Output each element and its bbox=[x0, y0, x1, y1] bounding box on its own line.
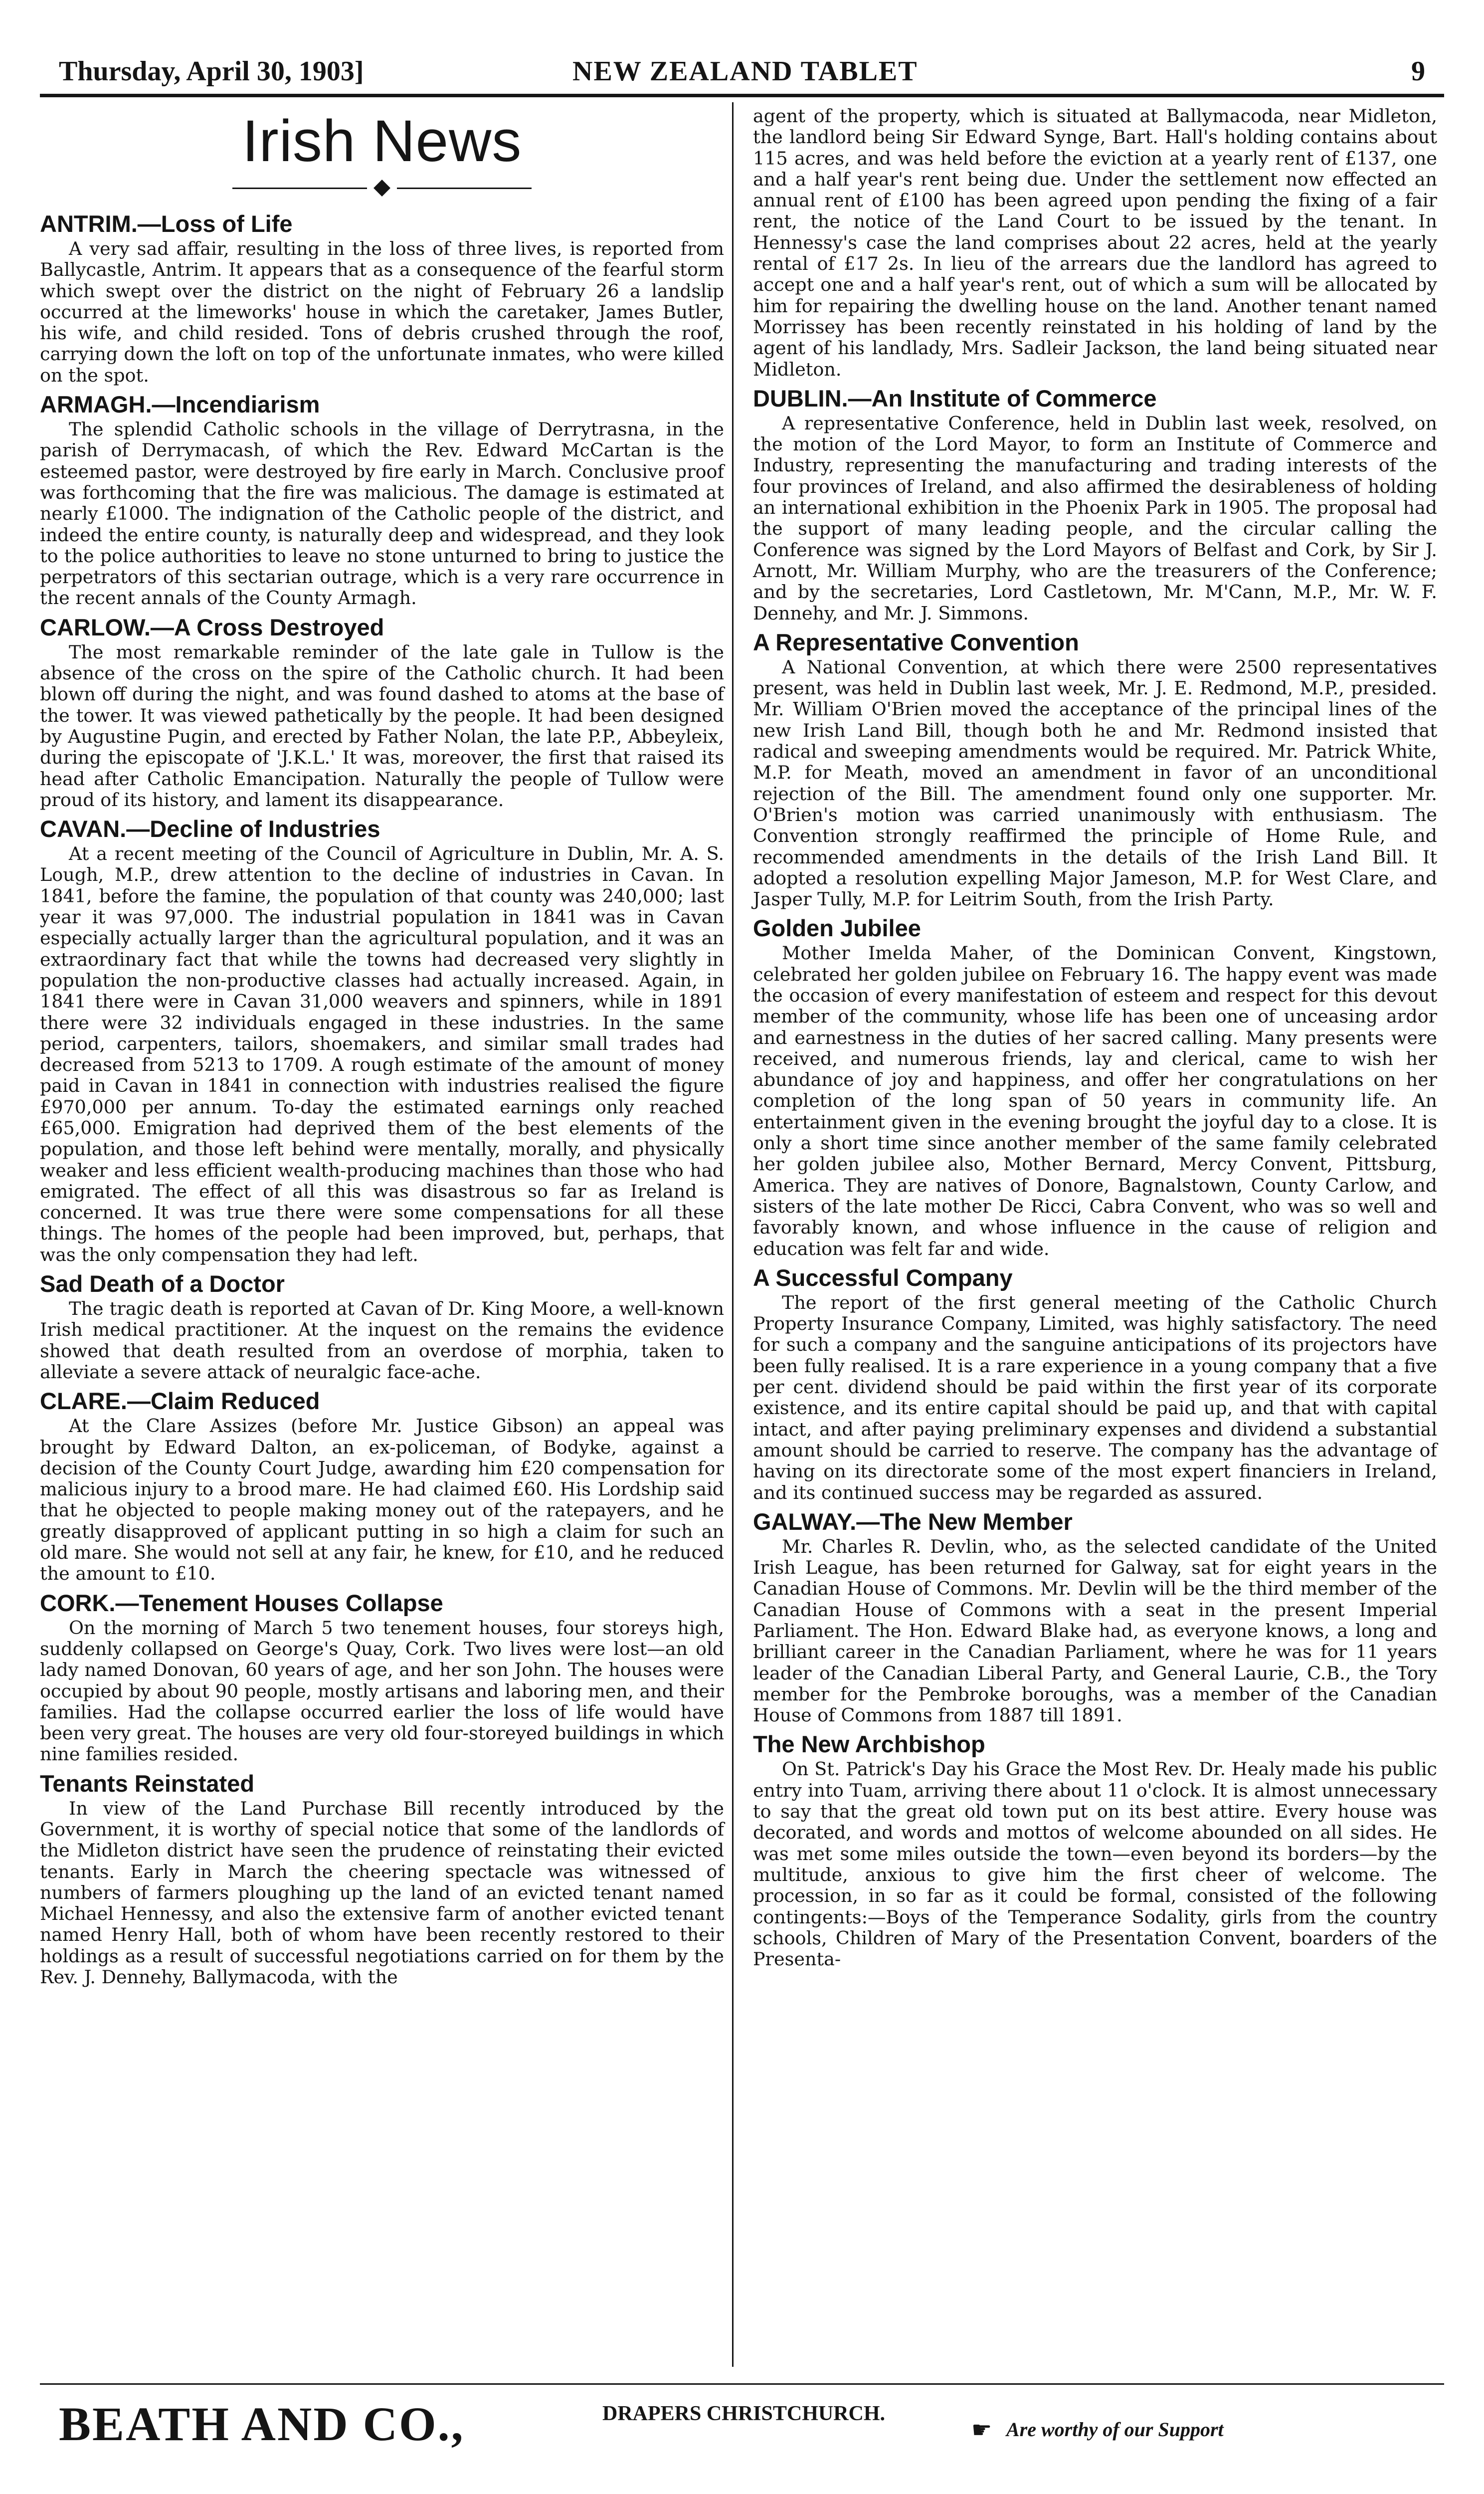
advertiser-location: DRAPERS CHRISTCHURCH. bbox=[602, 2402, 886, 2425]
issue-date: Thursday, April 30, 1903] bbox=[59, 56, 364, 87]
title-ornament bbox=[232, 181, 532, 196]
article-sad-death bbox=[40, 1270, 724, 1383]
advertiser-name: BEATH AND CO., bbox=[59, 2397, 465, 2451]
article-successful-company bbox=[753, 1264, 1437, 1503]
article-heading: DUBLIN.—An Institute of Commerce bbox=[753, 385, 1157, 412]
article-heading: CAVAN.—Decline of Industries bbox=[40, 816, 380, 842]
article-heading: A Representative Convention bbox=[753, 628, 1079, 655]
article-body: A National Convention, at which there were 2500 representatives present, was held in Dublin last week, Mr. J. E. Redmond, M.P., presided. Mr. William O'Brien moved the acceptance of the principal lines of the new Irish Land Bill, though both he and Mr. Redmond insisted that radical and sweeping amendments would be required. Mr. Patrick White, M.P. for Meath, moved an amendment in favor of an unconditional rejection of the Bill. The amendment found only one supporter. Mr. O'Brien's motion was carried unanimously with enthusiasm. The Convention strongly reaffirmed the principle of Home Rule, and recommended amendments in the details of the Irish Land Bill. It adopted a resolution expelling Major Jameson, M.P. for West Clare, and Jasper Tully, M.P. for Leitrim South, from the Irish Party. bbox=[753, 656, 1437, 910]
article-heading: Golden Jubilee bbox=[753, 915, 921, 942]
article-heading: CORK.—Tenement Houses Collapse bbox=[40, 1589, 443, 1616]
article-new-archbishop bbox=[753, 1731, 1437, 1970]
right-column bbox=[753, 106, 1437, 1973]
article-body: The splendid Catholic schools in the village of Derrytrasna, in the parish of Derrymacash, of which the Rev. Edward McCartan is the esteemed pastor, were destroyed by fire early in March. Conclusive proof was forthcoming that the fire was malicious. The damage is estimated at nearly £1000. The indignation of the Catholic people of the district, and indeed the entire county, is naturally deep and widespread, and they look to the police authorities to leave no stone unturned to bring to justice the perpetrators of this sectarian outrage, which is a very rare occurrence in the recent annals of the County Armagh. bbox=[40, 418, 724, 609]
article-clare bbox=[40, 1388, 724, 1584]
article-heading: Tenants Reinstated bbox=[40, 1770, 255, 1797]
left-column bbox=[40, 106, 724, 1991]
advertisement-footer bbox=[59, 2394, 1425, 2449]
article-continuation bbox=[753, 106, 1437, 380]
page-header bbox=[59, 54, 1425, 91]
article-carlow bbox=[40, 614, 724, 811]
article-convention bbox=[753, 629, 1437, 910]
article-cork bbox=[40, 1590, 724, 1765]
article-heading: CLARE.—Claim Reduced bbox=[40, 1388, 320, 1415]
publication-title: NEW ZEALAND TABLET bbox=[572, 56, 918, 87]
article-body: The most remarkable reminder of the late gale in Tullow is the absence of the cross on the spire of the Catholic church. It had been blown off during the night, and was found dashed to atoms at the base of the tower. It was viewed pathetically by the people. It had been designed by Augustine Pugin, and erected by Father Nolan, the late P.P., Abbeyleix, during the episcopate of 'J.K.L.' It was, moreover, the first that raised its head after Catholic Emancipation. Naturally the people of Tullow were proud of its history, and lament its disappearance. bbox=[40, 641, 724, 811]
article-antrim bbox=[40, 210, 724, 386]
article-body: At a recent meeting of the Council of Agriculture in Dublin, Mr. A. S. Lough, M.P., drew attention to the decline of industries in Cavan. In 1841, before the famine, the population of that county was 240,000; last year it was 97,000. The industrial population in 1841 was in Cavan especially actually larger than the agricultural population, and it was an extraordinary fact that while the towns had decreased very slightly in population the non-productive classes had actually increased. Again, in 1841 there were in Cavan 31,000 weavers and spinners, while in 1891 there were 32 individuals engaged in these industries. In the same period, carpenters, tailors, shoemakers, and similar small trades had decreased from 5213 to 1709. A rough estimate of the amount of money paid in Cavan in 1841 in connection with industries realised the figure £970,000 per annum. To-day the estimated earnings only reached £65,000. Emigration had deprived them of the best elements of the population, and those left behind were mentally, morally, and physically weaker and less efficient wealth-producing machines than those who had emigrated. The effect of all this was disastrous so far as Ireland is concerned. It was true there were some compensations for all these things. The homes of the people had been improved, but, perhaps, that was the only compensation they had left. bbox=[40, 843, 724, 1265]
article-body: In view of the Land Purchase Bill recently introduced by the Government, it is worthy of special notice that some of the landlords of the Midleton district have seen the prudence of reinstating their evicted tenants. Early in March the cheering spectacle was witnessed of numbers of farmers ploughing up the land of an evicted tenant named Michael Hennessy, and also the extensive farm of another evicted tenant named Henry Hall, both of whom have been recently restored to their holdings as a result of successful negotiations carried on for them by the Rev. J. Dennehy, Ballymacoda, with the bbox=[40, 1797, 724, 1988]
article-body: The report of the first general meeting of the Catholic Church Property Insurance Company, Limited, was highly satisfactory. The need for such a company and the sanguine anticipations of its projectors have been fully realised. It is a rare experience in a young company that a five per cent. dividend should be paid within the first year of its corporate existence, and its entire capital should be paid up, and that with capital intact, and after paying preliminary expenses and dividend a substantial amount should be carried to reserve. The company has the advantage of having on its directorate some of the most expert financiers in Ireland, and its continued success may be regarded as assured. bbox=[753, 1291, 1437, 1503]
article-cavan bbox=[40, 816, 724, 1265]
pointing-hand-icon: ☛ bbox=[971, 2416, 992, 2443]
footer-rule bbox=[40, 2383, 1444, 2385]
header-rule bbox=[40, 94, 1444, 97]
section-title: Irish News bbox=[242, 108, 522, 174]
column-divider bbox=[732, 102, 734, 2367]
article-heading: ANTRIM.—Loss of Life bbox=[40, 210, 293, 237]
article-galway bbox=[753, 1508, 1437, 1726]
article-body: A representative Conference, held in Dublin last week, resolved, on the motion of the Lord Mayor, to form an Institute of Commerce and Industry, representing the manufacturing and trading interests of the four provinces of Ireland, and also affirmed the desirableness of holding an international exhibition in the Phoenix Park in 1905. The proposal had the support of many leading people, and the circular calling the Conference was signed by the Lord Mayors of Belfast and Cork, by Sir J. Arnott, Mr. William Murphy, who are the treasurers of the Conference; and by the secretaries, Lord Castletown, Mr. M'Cann, M.P., Mr. W. F. Dennehy, and Mr. J. Simmons. bbox=[753, 412, 1437, 624]
article-armagh bbox=[40, 391, 724, 609]
advertiser-slogan: Are worthy of our Support bbox=[1006, 2418, 1224, 2441]
article-golden-jubilee bbox=[753, 915, 1437, 1259]
article-body: Mother Imelda Maher, of the Dominican Convent, Kingstown, celebrated her golden jubilee on February 16. The happy event was made the occasion of every manifestation of esteem and respect for this devout member of the community, whose life has been one of unceasing ardor and earnestness in the duties of her sacred calling. Many presents were received, and numerous friends, lay and clerical, came to wish her abundance of joy and happiness, and offer her congratulations on her completion of the long span of 50 years in community life. An entertainment given in the evening brought the joyful day to a close. It is only a short time since another member of the same family celebrated her golden jubilee also, Mother Bernard, Mercy Convent, Pittsburg, America. They are natives of Donore, Bagnalstown, County Carlow, and sisters of the late mother De Ricci, Cabra Convent, who was so well and favorably known, and whose influence in the cause of religion and education was felt far and wide. bbox=[753, 942, 1437, 1259]
continued-text: agent of the property, which is situated at Ballymacoda, near Midleton, the landlord being Sir Edward Synge, Bart. Hall's holding contains about 115 acres, and was held before the eviction at a yearly rent of £137, one and a half year's rent being due. Under the settlement now effected an annual rent of £100 has been agreed upon pending the fixing of a fair rent, the notice of the Land Court to be issued by the tenant. In Hennessy's case the land comprises about 22 acres, held at the yearly rental of £17 2s. In lieu of the arrears due the landlord has agreed to accept one and a half year's rent, out of which a sum will be allocated by him for repairing the dwelling house on the land. Another tenant named Morrissey has been recently reinstated in his holding of land by the agent of his landlady, Mrs. Sadleir Jackson, the land being situated near Midleton. bbox=[753, 105, 1437, 380]
article-heading: A Successful Company bbox=[753, 1264, 1013, 1291]
article-heading: The New Archbishop bbox=[753, 1731, 985, 1758]
article-heading: Sad Death of a Doctor bbox=[40, 1270, 285, 1297]
article-body: On St. Patrick's Day his Grace the Most Rev. Dr. Healy made his public entry into Tuam, arriving there about 11 o'clock. It is almost unnecessary to say that the great old town put on its best attire. Every house was decorated, and words and mottos of welcome abounded on all sides. He was met some miles outside the town—even beyond its borders—by the multitude, anxious to give him the first cheer of welcome. The procession, in so far as it could be formal, consisted of the following contingents:—Boys of the Temperance Sodality, girls from the country schools, Children of Mary of the Presentation Convent, boarders of the Presenta- bbox=[753, 1758, 1437, 1970]
article-heading: ARMAGH.—Incendiarism bbox=[40, 391, 320, 418]
article-heading: CARLOW.—A Cross Destroyed bbox=[40, 614, 384, 640]
article-body: At the Clare Assizes (before Mr. Justice Gibson) an appeal was brought by Edward Dalton, an ex-policeman, of Bodyke, against a decision of the County Court Judge, awarding him £20 compensation for malicious injury to a brood mare. He had claimed £60. His Lordship said that he objected to people making money out of the ratepayers, and he greatly disapproved of applicant putting in so high a claim for such an old mare. She would not sell at any fair, he knew, for £10, and he reduced the amount to £10. bbox=[40, 1415, 724, 1585]
article-dublin bbox=[753, 385, 1437, 624]
article-body: A very sad affair, resulting in the loss of three lives, is reported from Ballycastle, Antrim. It appears that as a consequence of the fearful storm which swept over the district on the night of February 26 a landslip occurred at the limeworks' house in which the caretaker, James Butler, his wife, and child resided. Tons of debris crushed through the roof, carrying down the loft on top of the unfortunate inmates, who were killed on the spot. bbox=[40, 238, 724, 386]
article-tenants-reinstated bbox=[40, 1770, 724, 1988]
article-body: Mr. Charles R. Devlin, who, as the selected candidate of the United Irish League, has been returned for Galway, sat for eight years in the Canadian House of Commons. Mr. Devlin will be the third member of the Canadian House of Commons with a seat in the present Imperial Parliament. The Hon. Edward Blake had, as everyone knows, a long and brilliant career in the Canadian Parliament, where he was for 11 years leader of the Canadian Liberal Party, and General Laurie, C.B., the Tory member for the Pembroke boroughs, was a member of the Canadian House of Commons from 1887 till 1891. bbox=[753, 1535, 1437, 1726]
article-body: On the morning of March 5 two tenement houses, four storeys high, suddenly collapsed on George's Quay, Cork. Two lives were lost—an old lady named Donovan, 60 years of age, and her son John. The houses were occupied by about 90 people, mostly artisans and laboring men, and their families. Had the collapse occurred earlier the loss of life would have been very great. The houses are very old four-storeyed buildings in which nine families resided. bbox=[40, 1617, 724, 1765]
article-body: The tragic death is reported at Cavan of Dr. King Moore, a well-known Irish medical practitioner. At the inquest on the remains the evidence showed that death resulted from an overdose of morphia, taken to alleviate a severe attack of neuralgic face-ache. bbox=[40, 1298, 724, 1383]
article-heading: GALWAY.—The New Member bbox=[753, 1508, 1073, 1535]
page-number: 9 bbox=[1411, 56, 1425, 87]
